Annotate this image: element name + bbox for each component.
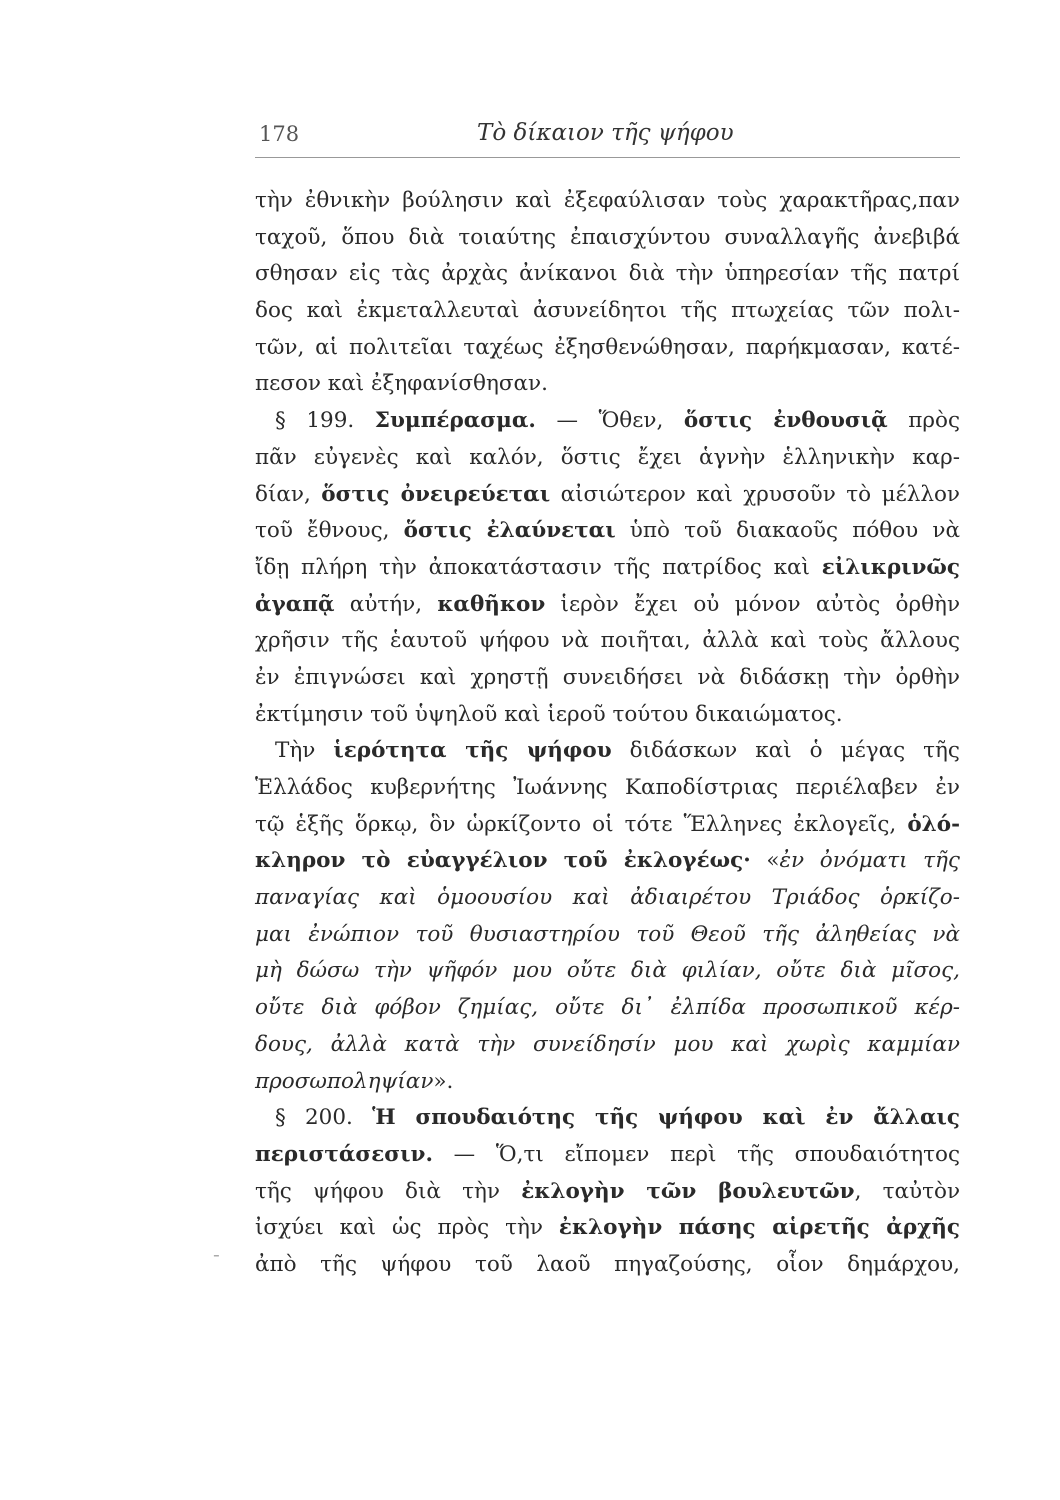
text-line xyxy=(255,880,960,917)
text-line xyxy=(255,917,960,954)
text-line xyxy=(255,477,960,514)
bold-text: Ἡ σπουδαιότης τῆς ψήφου καὶ ἐν ἄλλαις xyxy=(372,1105,960,1131)
text-segment: , ταὐτὸν xyxy=(854,1178,961,1204)
bold-text: ὅστις ὀνειρεύεται xyxy=(321,481,551,507)
text-line xyxy=(255,623,960,660)
bold-text: ἱερότητα τῆς ψήφου xyxy=(333,738,612,764)
text-line xyxy=(255,697,960,734)
page-header xyxy=(255,118,960,158)
bold-text: ἐκλογὴν τῶν βουλευτῶν xyxy=(521,1178,855,1204)
text-segment: αἰσιώτερον καὶ χρυσοῦν τὸ μέλλον xyxy=(550,481,960,507)
text-line xyxy=(255,366,960,403)
text-line xyxy=(255,330,960,367)
text-segment: σθησαν εἰς τὰς ἀρχὰς ἀνίκανοι διὰ τὴν ὑπηρεσίαν τῆς πατρί xyxy=(255,261,960,287)
bold-text: ὁλό- xyxy=(907,811,960,837)
text-segment: § 199. xyxy=(275,408,375,434)
italic-text: παναγίας καὶ ὁμοουσίου καὶ ἀδιαιρέτου Τριάδος ὁρκίζο- xyxy=(255,885,960,911)
running-title: Τὸ δίκαιον τῆς ψήφου xyxy=(477,120,734,146)
text-line xyxy=(255,1247,960,1284)
bold-text: ἐκλογὴν πάσης αἱρετῆς ἀρχῆς xyxy=(558,1215,960,1241)
text-line xyxy=(255,733,960,770)
italic-text: ἐν ὀνόματι τῆς xyxy=(779,848,960,874)
text-segment: ἀπὸ τῆς ψήφου τοῦ λαοῦ πηγαζούσης, οἷον δημάρχου, xyxy=(255,1251,960,1277)
body-text xyxy=(255,183,960,1284)
italic-text: μὴ δώσω τὴν ψῆφόν μου οὔτε διὰ φιλίαν, οὔτε διὰ μῖσος, xyxy=(255,958,960,984)
bold-text: ὅστις ἐλαύνεται xyxy=(403,518,616,544)
text-segment: πρὸς xyxy=(887,408,961,434)
text-line xyxy=(255,843,960,880)
text-line xyxy=(255,183,960,220)
text-segment: ». xyxy=(433,1068,454,1094)
text-segment: πᾶν εὐγενὲς καὶ καλόν, ὅστις ἔχει ἁγνὴν ἑλληνικὴν καρ- xyxy=(255,444,960,470)
text-line xyxy=(255,1210,960,1247)
text-line xyxy=(255,440,960,477)
text-segment: ταχοῦ, ὅπου διὰ τοιαύτης ἐπαισχύντου συναλλαγῆς ἀνεβιβά xyxy=(255,224,960,250)
text-line xyxy=(255,550,960,587)
text-segment: τῷ ἑξῆς ὅρκῳ, ὃν ὡρκίζοντο οἱ τότε Ἕλληνες ἐκλογεῖς, xyxy=(255,811,908,837)
italic-text: οὔτε διὰ φόβον ζημίας, οὔτε δι᾿ ἐλπίδα προσωπικοῦ κέρ- xyxy=(255,995,960,1021)
text-segment: ἐν ἐπιγνώσει καὶ χρηστῇ συνειδήσει νὰ διδάσκῃ τὴν ὀρθὴν xyxy=(255,664,960,690)
text-line xyxy=(255,953,960,990)
text-line xyxy=(255,256,960,293)
text-segment: διδάσκων καὶ ὁ μέγας τῆς xyxy=(611,738,960,764)
text-line xyxy=(255,403,960,440)
text-segment: ἱερὸν ἔχει οὐ μόνον αὐτὸς ὀρθὴν xyxy=(545,591,961,617)
text-segment: αὐτήν, xyxy=(334,591,438,617)
bold-text: Συμπέρασμα. xyxy=(374,408,536,434)
text-segment: πεσον καὶ ἐξηφανίσθησαν. xyxy=(255,371,548,397)
bold-text: εἰλικρινῶς xyxy=(821,554,960,580)
text-line xyxy=(255,513,960,550)
text-line xyxy=(255,990,960,1027)
text-segment: — Ὅ,τι εἴπομεν περὶ τῆς σπουδαιότητος xyxy=(432,1141,960,1167)
text-line xyxy=(255,770,960,807)
text-segment: ἰσχύει καὶ ὡς πρὸς τὴν xyxy=(255,1215,559,1241)
text-line xyxy=(255,1137,960,1174)
text-segment: Τὴν xyxy=(275,738,334,764)
text-segment: δίαν, xyxy=(255,481,322,507)
text-segment: χρῆσιν τῆς ἑαυτοῦ ψήφου νὰ ποιῆται, ἀλλὰ καὶ τοὺς ἄλλους xyxy=(255,628,960,654)
text-line xyxy=(255,807,960,844)
text-line xyxy=(255,660,960,697)
text-segment: ὑπὸ τοῦ διακαοῦς πόθου νὰ xyxy=(615,518,960,544)
text-segment: — Ὅθεν, xyxy=(535,408,684,434)
bold-text: ἀγαπᾷ xyxy=(255,591,335,617)
text-segment: § 200. xyxy=(275,1105,373,1131)
text-line xyxy=(255,220,960,257)
header-rule xyxy=(255,157,960,158)
text-line xyxy=(255,1027,960,1064)
text-segment: τῶν, αἱ πολιτεῖαι ταχέως ἐξησθενώθησαν, παρήκμασαν, κατέ- xyxy=(255,334,960,360)
bold-text: περιστάσεσιν. xyxy=(255,1141,433,1167)
text-line xyxy=(255,1064,960,1101)
text-segment: Ἑλλάδος κυβερνήτης Ἰωάννης Καποδίστριας περιέλαβεν ἐν xyxy=(255,775,960,800)
italic-text: προσωποληψίαν xyxy=(255,1068,434,1094)
text-segment: ἴδῃ πλήρη τὴν ἀποκατάστασιν τῆς πατρίδος καὶ xyxy=(255,554,822,580)
italic-text: δους, ἀλλὰ κατὰ τὴν συνείδησίν μου καὶ χωρὶς καμμίαν xyxy=(255,1031,960,1057)
margin-mark: - xyxy=(213,1242,220,1266)
italic-text: μαι ἐνώπιον τοῦ θυσιαστηρίου τοῦ Θεοῦ τῆς ἀληθείας νὰ xyxy=(255,921,960,947)
bold-text: κληρον τὸ εὐαγγέλιον τοῦ ἐκλογέως· xyxy=(255,848,751,874)
bold-text: ὅστις ἐνθουσιᾷ xyxy=(683,408,888,434)
page-number: 178 xyxy=(259,122,300,146)
text-line xyxy=(255,1100,960,1137)
text-segment: ἐκτίμησιν τοῦ ὑψηλοῦ καὶ ἱεροῦ τούτου δικαιώματος. xyxy=(255,701,843,727)
text-segment: τοῦ ἔθνους, xyxy=(255,518,404,544)
text-segment: τὴν ἐθνικὴν βούλησιν καὶ ἐξεφαύλισαν τοὺς χαρακτῆρας,παν xyxy=(255,188,960,213)
text-segment: « xyxy=(750,848,780,874)
text-line xyxy=(255,293,960,330)
text-segment: τῆς ψήφου διὰ τὴν xyxy=(255,1178,522,1204)
text-line xyxy=(255,1174,960,1211)
text-segment: δος καὶ ἐκμεταλλευταὶ ἀσυνείδητοι τῆς πτωχείας τῶν πολι- xyxy=(255,298,960,324)
text-line xyxy=(255,587,960,624)
bold-text: καθῆκον xyxy=(437,591,546,617)
